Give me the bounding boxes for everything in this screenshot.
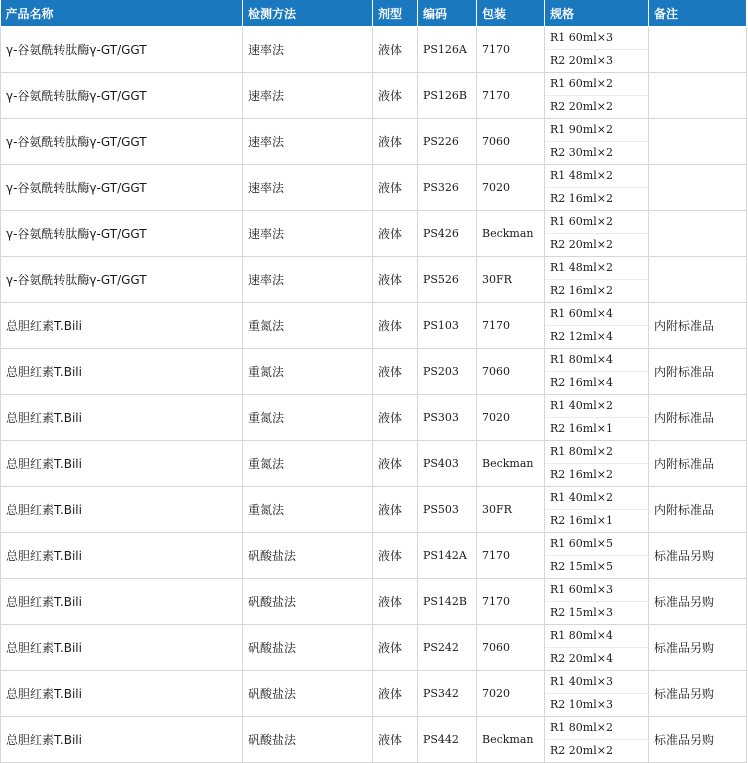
note-cell: 内附标准品: [649, 487, 747, 533]
code-cell: PS526: [418, 257, 477, 303]
form-cell: 液体: [373, 441, 418, 487]
spec-line: R2 20ml×3: [545, 49, 648, 72]
table-row: [1, 441, 747, 487]
table-row: [1, 165, 747, 211]
header-method: 检测方法: [243, 0, 373, 27]
method-cell: 重氮法: [243, 395, 373, 441]
package-cell: 7060: [477, 625, 545, 671]
code-cell: PS142A: [418, 533, 477, 579]
form-cell: 液体: [373, 303, 418, 349]
code-cell: PS142B: [418, 579, 477, 625]
spec-line: R1 48ml×2: [550, 169, 613, 182]
method-cell: 重氮法: [243, 487, 373, 533]
form-cell: 液体: [373, 27, 418, 73]
code-cell: PS326: [418, 165, 477, 211]
form-cell: 液体: [373, 579, 418, 625]
package-cell: 7170: [477, 73, 545, 119]
spec-line: R2 16ml×2: [545, 463, 648, 486]
code-cell: PS403: [418, 441, 477, 487]
spec-cell: [545, 27, 649, 73]
code-cell: PS503: [418, 487, 477, 533]
note-cell: 内附标准品: [649, 303, 747, 349]
product-name-cell: 总胆红素T.Bili: [1, 671, 243, 717]
table-body: [1, 27, 747, 763]
table-row: [1, 579, 747, 625]
header-form: 剂型: [373, 0, 418, 27]
package-cell: 7020: [477, 395, 545, 441]
method-cell: 速率法: [243, 211, 373, 257]
spec-line: R1 80ml×2: [550, 721, 613, 734]
form-cell: 液体: [373, 73, 418, 119]
table-header: [1, 0, 747, 27]
method-cell: 重氮法: [243, 303, 373, 349]
table-row: [1, 625, 747, 671]
spec-cell: [545, 73, 649, 119]
header-spec: 规格: [545, 0, 649, 27]
product-name-cell: γ-谷氨酰转肽酶γ-GT/GGT: [1, 211, 243, 257]
spec-line: R1 80ml×4: [550, 629, 613, 642]
spec-cell: [545, 165, 649, 211]
spec-line: R1 60ml×5: [550, 537, 613, 550]
method-cell: 速率法: [243, 73, 373, 119]
product-name-cell: 总胆红素T.Bili: [1, 441, 243, 487]
code-cell: PS342: [418, 671, 477, 717]
package-cell: 7060: [477, 349, 545, 395]
spec-cell: [545, 349, 649, 395]
table-row: [1, 211, 747, 257]
spec-cell: [545, 303, 649, 349]
spec-line: R2 16ml×2: [545, 187, 648, 210]
form-cell: 液体: [373, 717, 418, 763]
product-name-cell: 总胆红素T.Bili: [1, 717, 243, 763]
form-cell: 液体: [373, 533, 418, 579]
header-row: [1, 0, 747, 27]
package-cell: 7170: [477, 27, 545, 73]
code-cell: PS103: [418, 303, 477, 349]
spec-line: R1 60ml×3: [550, 31, 613, 44]
code-cell: PS242: [418, 625, 477, 671]
note-cell: 标准品另购: [649, 671, 747, 717]
spec-line: R1 60ml×2: [550, 77, 613, 90]
spec-line: R1 80ml×2: [550, 445, 613, 458]
header-code: 编码: [418, 0, 477, 27]
code-cell: PS442: [418, 717, 477, 763]
method-cell: 速率法: [243, 257, 373, 303]
spec-line: R2 15ml×5: [545, 555, 648, 578]
code-cell: PS126A: [418, 27, 477, 73]
code-cell: PS426: [418, 211, 477, 257]
spec-line: R2 10ml×3: [545, 693, 648, 716]
spec-line: R2 16ml×2: [545, 279, 648, 302]
code-cell: PS126B: [418, 73, 477, 119]
spec-line: R1 80ml×4: [550, 353, 613, 366]
spec-cell: [545, 487, 649, 533]
spec-line: R2 20ml×2: [545, 233, 648, 256]
spec-line: R1 60ml×3: [550, 583, 613, 596]
product-name-cell: γ-谷氨酰转肽酶γ-GT/GGT: [1, 27, 243, 73]
note-cell: [649, 119, 747, 165]
method-cell: 速率法: [243, 165, 373, 211]
note-cell: 内附标准品: [649, 395, 747, 441]
spec-line: R2 16ml×4: [545, 371, 648, 394]
table-row: [1, 671, 747, 717]
spec-cell: [545, 533, 649, 579]
note-cell: [649, 73, 747, 119]
spec-line: R1 48ml×2: [550, 261, 613, 274]
table-row: [1, 119, 747, 165]
form-cell: 液体: [373, 119, 418, 165]
spec-cell: [545, 441, 649, 487]
form-cell: 液体: [373, 349, 418, 395]
product-name-cell: γ-谷氨酰转肽酶γ-GT/GGT: [1, 119, 243, 165]
table-row: [1, 395, 747, 441]
spec-line: R1 40ml×3: [550, 675, 613, 688]
form-cell: 液体: [373, 671, 418, 717]
note-cell: 标准品另购: [649, 625, 747, 671]
product-name-cell: 总胆红素T.Bili: [1, 487, 243, 533]
note-cell: 内附标准品: [649, 349, 747, 395]
spec-cell: [545, 395, 649, 441]
product-name-cell: 总胆红素T.Bili: [1, 303, 243, 349]
spec-line: R1 60ml×4: [550, 307, 613, 320]
package-cell: 30FR: [477, 257, 545, 303]
note-cell: [649, 257, 747, 303]
package-cell: 7170: [477, 533, 545, 579]
note-cell: 标准品另购: [649, 579, 747, 625]
code-cell: PS226: [418, 119, 477, 165]
spec-line: R1 40ml×2: [550, 399, 613, 412]
method-cell: 矾酸盐法: [243, 717, 373, 763]
spec-line: R2 20ml×2: [545, 739, 648, 762]
spec-line: R2 15ml×3: [545, 601, 648, 624]
code-cell: PS303: [418, 395, 477, 441]
package-cell: 30FR: [477, 487, 545, 533]
spec-cell: [545, 671, 649, 717]
package-cell: Beckman: [477, 717, 545, 763]
table-row: [1, 349, 747, 395]
spec-cell: [545, 579, 649, 625]
product-name-cell: 总胆红素T.Bili: [1, 625, 243, 671]
spec-cell: [545, 211, 649, 257]
code-cell: PS203: [418, 349, 477, 395]
spec-line: R1 60ml×2: [550, 215, 613, 228]
note-cell: [649, 27, 747, 73]
form-cell: 液体: [373, 625, 418, 671]
product-name-cell: 总胆红素T.Bili: [1, 349, 243, 395]
product-name-cell: 总胆红素T.Bili: [1, 533, 243, 579]
method-cell: 矾酸盐法: [243, 533, 373, 579]
package-cell: 7020: [477, 165, 545, 211]
product-name-cell: 总胆红素T.Bili: [1, 395, 243, 441]
product-name-cell: 总胆红素T.Bili: [1, 579, 243, 625]
spec-line: R2 20ml×2: [545, 95, 648, 118]
header-note: 备注: [649, 0, 747, 27]
method-cell: 矾酸盐法: [243, 579, 373, 625]
note-cell: 内附标准品: [649, 441, 747, 487]
note-cell: 标准品另购: [649, 717, 747, 763]
table-row: [1, 717, 747, 763]
table-row: [1, 487, 747, 533]
method-cell: 重氮法: [243, 441, 373, 487]
product-name-cell: γ-谷氨酰转肽酶γ-GT/GGT: [1, 73, 243, 119]
form-cell: 液体: [373, 211, 418, 257]
spec-cell: [545, 257, 649, 303]
spec-cell: [545, 119, 649, 165]
spec-line: R2 12ml×4: [545, 325, 648, 348]
method-cell: 矾酸盐法: [243, 625, 373, 671]
table-row: [1, 257, 747, 303]
table-row: [1, 303, 747, 349]
form-cell: 液体: [373, 395, 418, 441]
note-cell: 标准品另购: [649, 533, 747, 579]
spec-cell: [545, 717, 649, 763]
package-cell: 7020: [477, 671, 545, 717]
spec-cell: [545, 625, 649, 671]
spec-line: R1 90ml×2: [550, 123, 613, 136]
method-cell: 速率法: [243, 27, 373, 73]
form-cell: 液体: [373, 487, 418, 533]
note-cell: [649, 165, 747, 211]
header-product-name: 产品名称: [1, 0, 243, 27]
package-cell: 7170: [477, 303, 545, 349]
method-cell: 速率法: [243, 119, 373, 165]
product-name-cell: γ-谷氨酰转肽酶γ-GT/GGT: [1, 165, 243, 211]
method-cell: 矾酸盐法: [243, 671, 373, 717]
table-row: [1, 27, 747, 73]
package-cell: 7060: [477, 119, 545, 165]
spec-line: R2 16ml×1: [545, 417, 648, 440]
table-row: [1, 73, 747, 119]
package-cell: Beckman: [477, 441, 545, 487]
spec-line: R2 16ml×1: [545, 509, 648, 532]
spec-line: R2 20ml×4: [545, 647, 648, 670]
product-name-cell: γ-谷氨酰转肽酶γ-GT/GGT: [1, 257, 243, 303]
form-cell: 液体: [373, 165, 418, 211]
form-cell: 液体: [373, 257, 418, 303]
package-cell: Beckman: [477, 211, 545, 257]
spec-line: R2 30ml×2: [545, 141, 648, 164]
package-cell: 7170: [477, 579, 545, 625]
spec-line: R1 40ml×2: [550, 491, 613, 504]
header-package: 包装: [477, 0, 545, 27]
table-row: [1, 533, 747, 579]
note-cell: [649, 211, 747, 257]
method-cell: 重氮法: [243, 349, 373, 395]
